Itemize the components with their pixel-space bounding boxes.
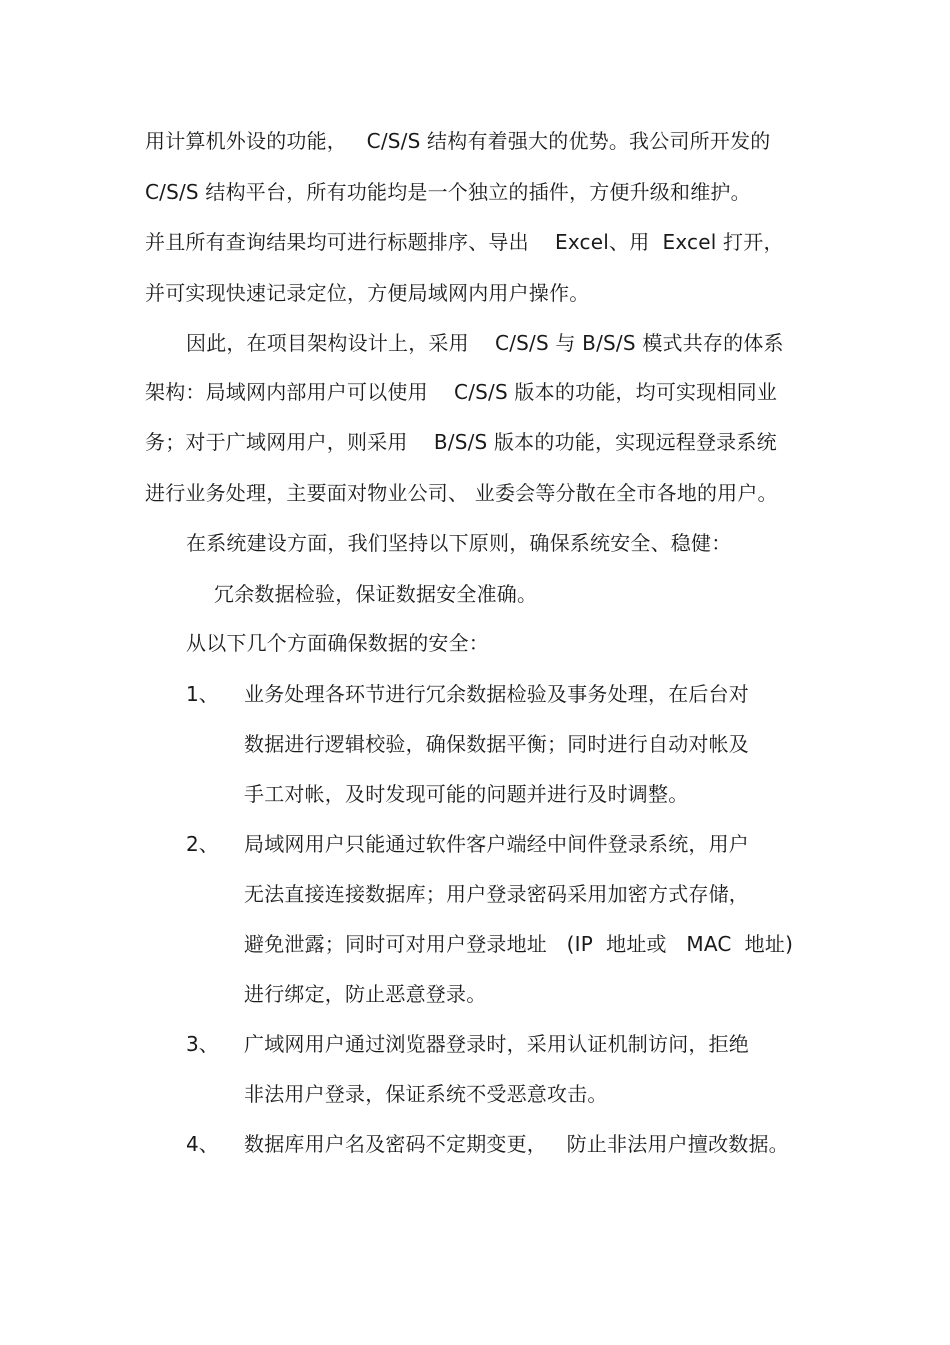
list-item-number-1: 1、 [186, 682, 219, 706]
list-item-2-line-3: 避免泄露；同时可对用户登录地址 (IP 地址或 MAC 地址) [244, 932, 794, 956]
paragraph-2-line-1: 因此，在项目架构设计上，采用 C/S/S 与 B/S/S 模式共存的体系 [186, 331, 784, 355]
paragraph-1-line-4: 并可实现快速记录定位，方便局域网内用户操作。 [145, 281, 590, 305]
aspects-intro: 从以下几个方面确保数据的安全： [186, 631, 489, 655]
list-item-1-line-2: 数据进行逻辑校验，确保数据平衡；同时进行自动对帐及 [244, 732, 749, 756]
principle-intro: 在系统建设方面，我们坚持以下原则，确保系统安全、稳健： [186, 531, 732, 555]
paragraph-1-line-2: C/S/S 结构平台，所有功能均是一个独立的插件，方便升级和维护。 [145, 180, 751, 204]
list-item-2-line-4: 进行绑定，防止恶意登录。 [244, 982, 487, 1006]
principle-heading: 冗余数据检验，保证数据安全准确。 [214, 582, 538, 606]
paragraph-1-line-3: 并且所有查询结果均可进行标题排序、导出 Excel、用 Excel 打开， [145, 230, 784, 254]
list-item-1-line-3: 手工对帐，及时发现可能的问题并进行及时调整。 [244, 782, 689, 806]
list-item-4-line-1: 数据库用户名及密码不定期变更， 防止非法用户擅改数据。 [244, 1132, 789, 1156]
list-item-number-2: 2、 [186, 832, 219, 856]
paragraph-2-line-3: 务；对于广域网用户，则采用 B/S/S 版本的功能，实现远程登录系统 [145, 430, 777, 454]
paragraph-2-line-4: 进行业务处理，主要面对物业公司、 业委会等分散在全市各地的用户。 [145, 481, 778, 505]
list-item-number-4: 4、 [186, 1132, 219, 1156]
list-item-3-line-2: 非法用户登录，保证系统不受恶意攻击。 [244, 1082, 608, 1106]
list-item-1-line-1: 业务处理各环节进行冗余数据检验及事务处理，在后台对 [244, 682, 749, 706]
paragraph-1-line-1: 用计算机外设的功能， C/S/S 结构有着强大的优势。我公司所开发的 [145, 129, 771, 153]
list-item-2-line-2: 无法直接连接数据库；用户登录密码采用加密方式存储， [244, 882, 749, 906]
list-item-2-line-1: 局域网用户只能通过软件客户端经中间件登录系统，用户 [244, 832, 749, 856]
paragraph-2-line-2: 架构：局域网内部用户可以使用 C/S/S 版本的功能，均可实现相同业 [145, 380, 778, 404]
list-item-number-3: 3、 [186, 1032, 219, 1056]
list-item-3-line-1: 广域网用户通过浏览器登录时，采用认证机制访问，拒绝 [244, 1032, 749, 1056]
